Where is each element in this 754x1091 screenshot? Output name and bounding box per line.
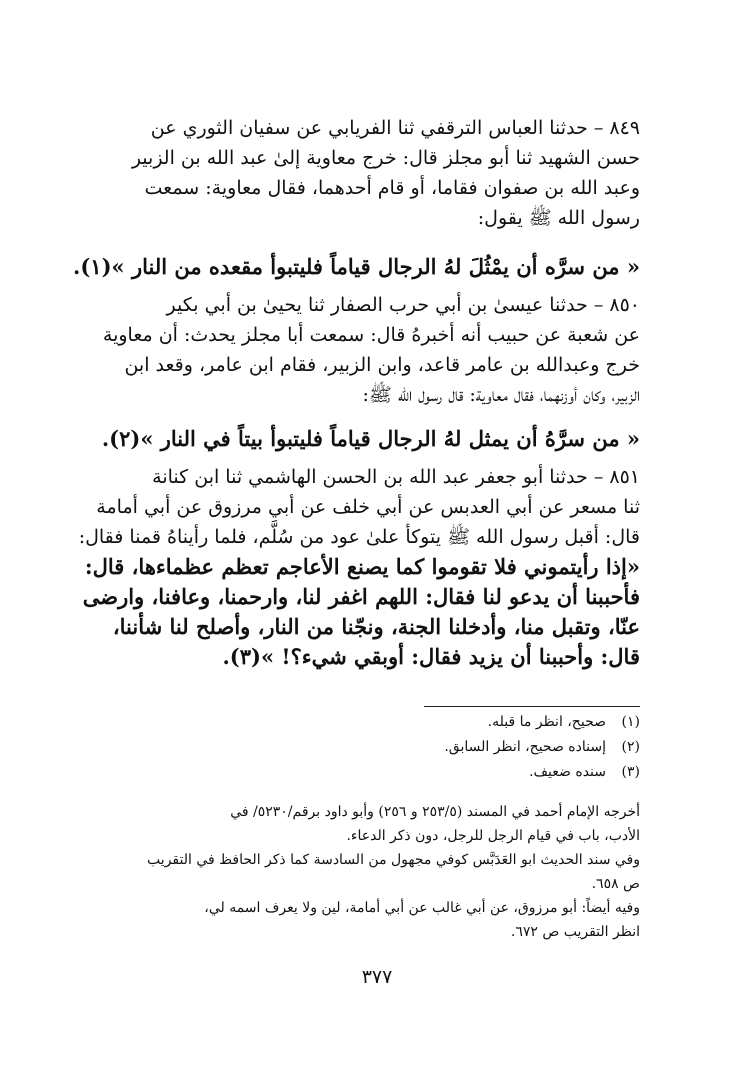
hadith-matn: « من سرَّهُ أن يمثل لهُ الرجال قياماً فليتبوأ بيتاً في النار »(٢). xyxy=(101,426,640,451)
hadith-849-isnad xyxy=(100,113,640,233)
page-number: ٣٧٧ xyxy=(361,966,393,988)
footnote-number: (٢) xyxy=(621,739,640,755)
text-line: ٨٤٩ – حدثنا العباس الترقفي ثنا الفريابي عن سفيان الثوري عن xyxy=(150,117,640,139)
hadith-matn-line: فأحببنا أن يدعو لنا فقال: اللهم اغفر لنا، وارحمنا، وعافنا، وارضى xyxy=(82,584,640,609)
footnote-text: إسناده صحيح، انظر السابق. xyxy=(444,739,606,755)
text-line: ٨٥٠ – حدثنا عيسىٰ بن أبي حرب الصفار ثنا يحيىٰ بن أبي بكير xyxy=(166,294,640,316)
footnote-line: أخرجه الإمام أحمد في المسند (٢٥٣/٥ و ٢٥٦) وأبو داود برقم/٥٢٣٠/ في xyxy=(230,804,640,820)
footnote-2 xyxy=(100,735,640,760)
footnote-3-details xyxy=(100,800,640,944)
footnote-1 xyxy=(100,710,640,735)
text-line: وعبد الله بن صفوان فقاما، أو قام أحدهما، فقال معاوية: سمعت xyxy=(144,177,640,199)
footnote-text: سنده ضعيف. xyxy=(529,764,606,780)
hadith-849-text xyxy=(73,252,640,282)
text-line: حسن الشهيد ثنا أبو مجلز قال: خرج معاوية إلىٰ عبد الله بن الزبير xyxy=(131,147,640,169)
hadith-matn-line: قال: وأحببنا أن يزيد فقال: أوبقي شيء؟! »(٣). xyxy=(222,644,640,669)
text-line: رسول الله ﷺ يقول: xyxy=(477,207,640,229)
text-line: ٨٥١ – حدثنا أبو جعفر عبد الله بن الحسن الهاشمي ثنا ابن كنانة xyxy=(152,466,640,488)
footnote-line: وفي سند الحديث ابو العَدَبَّس كوفي مجهول من السادسة كما ذكر الحافظ في التقريب xyxy=(147,852,640,868)
footnote-line: وفيه أيضاً: أبو مرزوق، عن أبي غالب عن أبي أمامة، لين ولا يعرف اسمه لي، xyxy=(204,900,640,916)
text-line: عن شعبة عن حبيب أنه أخبرهُ قال: سمعت أبا مجلز يحدث: أن معاوية xyxy=(102,324,640,346)
footnotes xyxy=(100,710,640,940)
hadith-matn-line: «إذا رأيتموني فلا تقوموا كما يصنع الأعاجم تعظم عظماءها، قال: xyxy=(84,554,640,579)
hadith-851 xyxy=(78,462,640,672)
hadith-850-text xyxy=(100,424,640,454)
footnote-line: ص ٦٥٨. xyxy=(591,876,640,892)
footnote-line: الأدب، باب في قيام الرجل للرجل، دون ذكر الدعاء. xyxy=(346,828,640,844)
hadith-850-isnad xyxy=(100,290,640,410)
footnote-text: صحيح، انظر ما قبله. xyxy=(487,714,606,730)
hadith-matn: « من سرَّه أن يمْثُلَ لهُ الرجال قياماً فليتبوأ مقعده من النار »(١). xyxy=(73,254,640,279)
footnote-number: (١) xyxy=(621,714,640,730)
text-line: قال: أقبل رسول الله ﷺ يتوكأ علىٰ عود من سُلَّم، فلما رأيناهُ قمنا فقال: xyxy=(78,526,640,548)
text-line: الزبير، وكان أوزنهما، فقال معاوية: قال رسول الله ﷺ: xyxy=(362,384,640,406)
footnote-3 xyxy=(100,760,640,785)
footnote-line: انظر التقريب ص ٦٧٢. xyxy=(510,924,640,940)
hadith-matn-line: عنّا، وتقبل منا، وأدخلنا الجنة، ونجّنا من النار، وأصلح لنا شأننا، xyxy=(112,614,640,639)
footnote-number: (٣) xyxy=(621,764,640,780)
text-line: ثنا مسعر عن أبي العدبس عن أبي خلف عن أبي مرزوق عن أبي أمامة xyxy=(96,496,640,518)
text-line: خرج وعبدالله بن عامر قاعد، وابن الزبير، فقام ابن عامر، وقعد ابن xyxy=(124,354,640,376)
footnote-divider xyxy=(424,706,640,707)
